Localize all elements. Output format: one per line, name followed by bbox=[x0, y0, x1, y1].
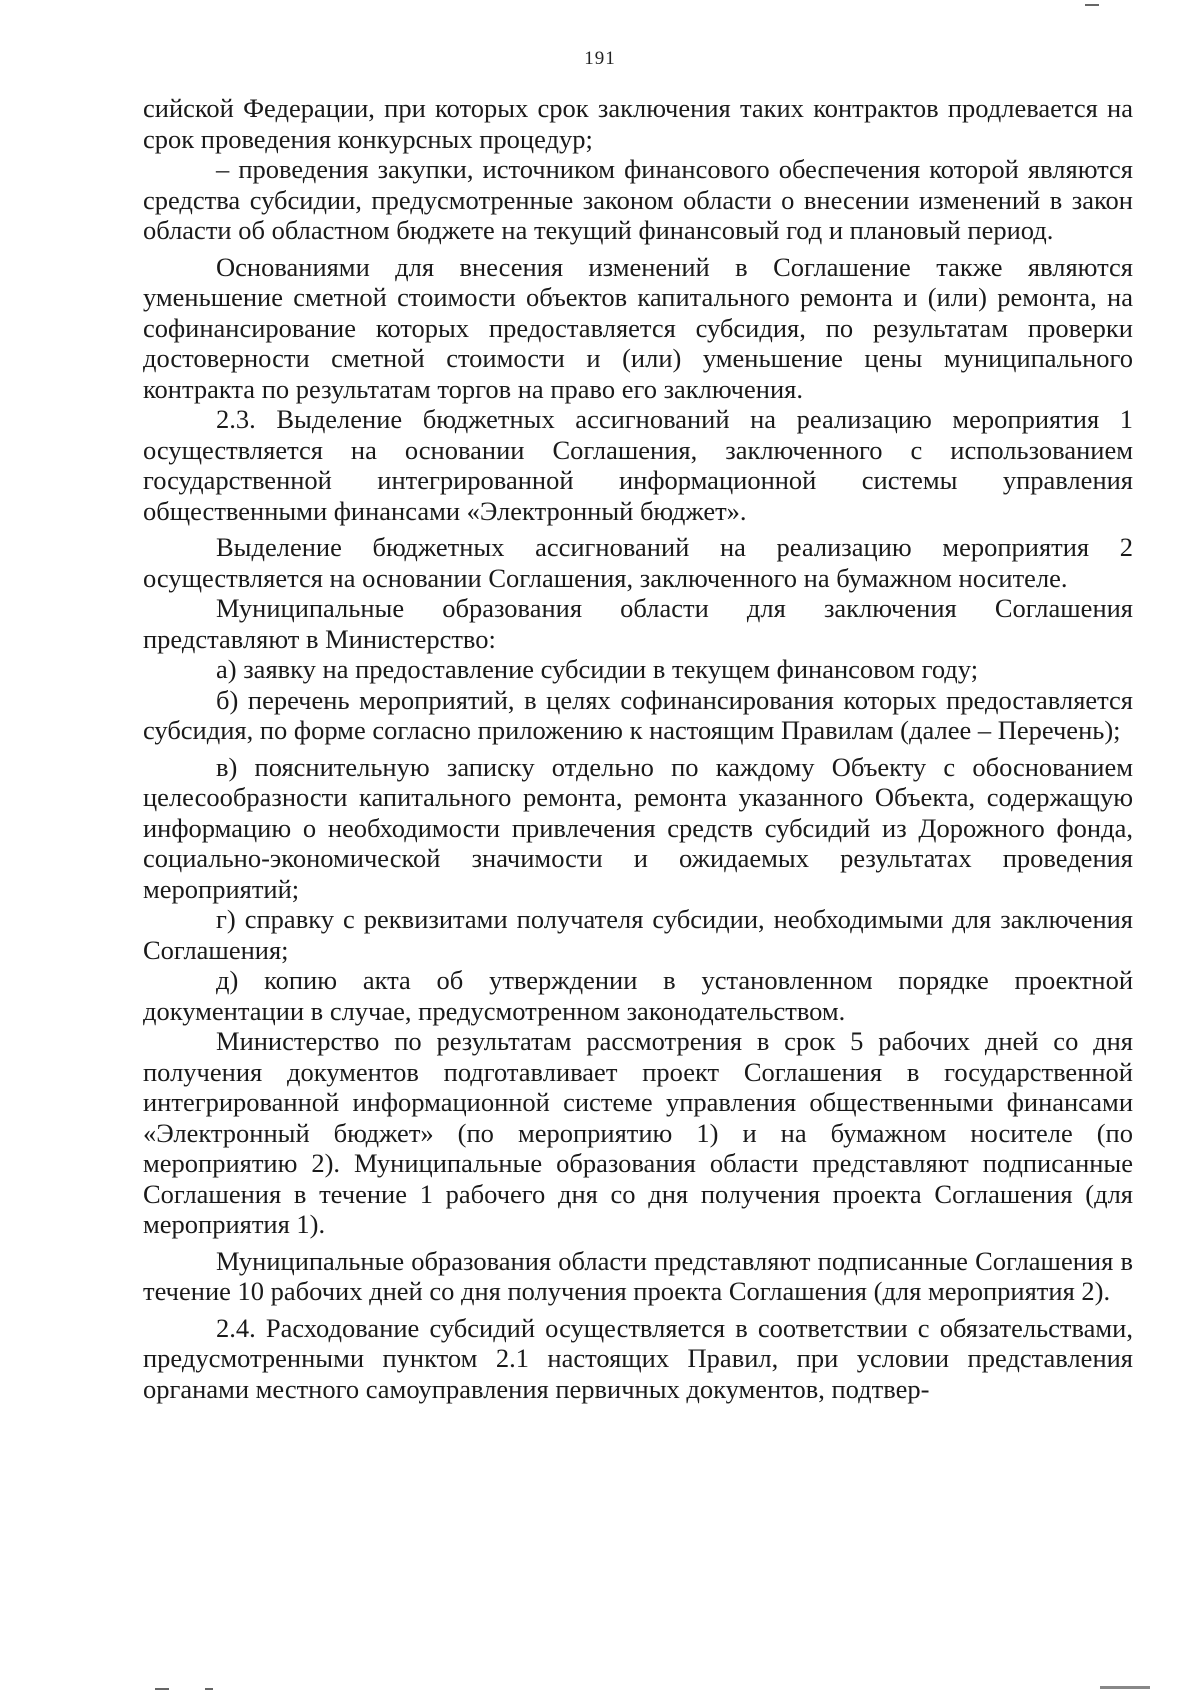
page-number: 191 bbox=[584, 48, 616, 69]
scan-mark bbox=[155, 1688, 169, 1690]
list-item-v: в) пояснительную записку отдельно по каждому Объекту с обоснованием целесообразности капитального ремонта, ремонта указанного Объекта, содержащую информацию о необходимости привлечения средств субсидий из Дорожного фонда, социально-экономической значимости и ожидаемых результатах проведения мероприятий; bbox=[143, 751, 1133, 904]
paragraph-procurement: – проведения закупки, источником финансового обеспечения которой являются средства субсидии, предусмотренные законом области о внесении изменений в закон области об областном бюджете на текущий финансовый год и плановый период. bbox=[143, 154, 1133, 245]
paragraph-2-3: 2.3. Выделение бюджетных ассигнований на реализацию мероприятия 1 осуществляется на основании Соглашения, заключенного с использованием государственной интегрированной информационной системы управления общественными финансами «Электронный бюджет». bbox=[143, 404, 1133, 526]
paragraph-ministry-review: Министерство по результатам рассмотрения в срок 5 рабочих дней со дня получения документов подготавливает проект Соглашения в государственной интегрированной информационной системе управления общественными финансами «Электронный бюджет» (по мероприятию 1) и на бумажном носителе (по мероприятию 2). Муниципальные образования области представляют подписанные Соглашения в течение 1 рабочего дня со дня получения проекта Соглашения (для мероприятия 1). bbox=[143, 1026, 1133, 1239]
list-item-b: б) перечень мероприятий, в целях софинансирования которых предоставляется субсидия, по форме согласно приложению к настоящим Правилам (далее – Перечень); bbox=[143, 684, 1133, 745]
paragraph-continuation: сийской Федерации, при которых срок заключения таких контрактов продлевается на срок проведения конкурсных процедур; bbox=[143, 93, 1133, 154]
paragraph-municipal-submission: Муниципальные образования области для заключения Соглашения представляют в Министерство: bbox=[143, 593, 1133, 654]
paragraph-signed-agreements: Муниципальные образования области представляют подписанные Соглашения в течение 10 рабочих дней со дня получения проекта Соглашения (для мероприятия 2). bbox=[143, 1245, 1133, 1306]
list-item-d: д) копию акта об утверждении в установленном порядке проектной документации в случае, предусмотренном законодательством. bbox=[143, 965, 1133, 1026]
list-item-a: а) заявку на предоставление субсидии в текущем финансовом году; bbox=[216, 654, 979, 684]
paragraph-allocation-measure-2: Выделение бюджетных ассигнований на реализацию мероприятия 2 осуществляется на основании Соглашения, заключенного на бумажном носителе. bbox=[143, 532, 1133, 593]
scan-mark bbox=[205, 1688, 213, 1690]
scan-mark bbox=[1100, 1686, 1150, 1689]
paragraph-grounds-for-changes: Основаниями для внесения изменений в Соглашение также являются уменьшение сметной стоимости объектов капитального ремонта и (или) ремонта, на софинансирование которых предоставляется субсидия, по результатам проверки достоверности сметной стоимости и (или) уменьшение цены муниципального контракта по результатам торгов на право его заключения. bbox=[143, 251, 1133, 404]
document-body bbox=[143, 93, 1133, 1404]
scan-mark bbox=[1085, 4, 1099, 6]
list-item-g: г) справку с реквизитами получателя субсидии, необходимыми для заключения Соглашения; bbox=[143, 904, 1133, 965]
paragraph-2-4: 2.4. Расходование субсидий осуществляется в соответствии с обязательствами, предусмотренными пунктом 2.1 настоящих Правил, при условии представления органами местного самоуправления первичных документов, подтвер- bbox=[143, 1312, 1133, 1404]
